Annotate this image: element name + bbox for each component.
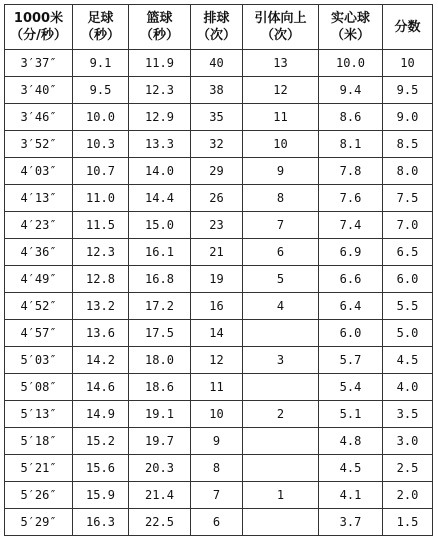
cell-pullups <box>243 455 319 482</box>
cell-basketball: 17.2 <box>129 293 191 320</box>
cell-football: 16.3 <box>73 509 129 536</box>
cell-basketball: 19.7 <box>129 428 191 455</box>
header-unit: （分/秒） <box>10 28 67 43</box>
cell-score: 9.5 <box>383 77 433 104</box>
header-label: 排球 <box>203 11 230 26</box>
cell-pullups: 5 <box>243 266 319 293</box>
cell-pullups: 1 <box>243 482 319 509</box>
table-row <box>5 482 433 509</box>
cell-time: 3′46″ <box>5 104 73 131</box>
cell-score: 3.0 <box>383 428 433 455</box>
cell-medicine-ball: 4.5 <box>319 455 383 482</box>
table-row <box>5 293 433 320</box>
cell-basketball: 18.6 <box>129 374 191 401</box>
cell-volleyball: 21 <box>191 239 243 266</box>
cell-football: 13.6 <box>73 320 129 347</box>
cell-time: 5′21″ <box>5 455 73 482</box>
header-score <box>383 5 433 50</box>
cell-basketball: 17.5 <box>129 320 191 347</box>
header-unit: （秒） <box>80 28 120 43</box>
cell-basketball: 12.9 <box>129 104 191 131</box>
table-header <box>5 5 433 50</box>
header-volleyball <box>191 5 243 50</box>
cell-football: 10.7 <box>73 158 129 185</box>
cell-football: 9.5 <box>73 77 129 104</box>
cell-football: 12.8 <box>73 266 129 293</box>
table-row <box>5 77 433 104</box>
cell-basketball: 14.4 <box>129 185 191 212</box>
header-time <box>5 5 73 50</box>
table-row <box>5 266 433 293</box>
cell-score: 7.0 <box>383 212 433 239</box>
header-unit: （米） <box>330 28 370 43</box>
cell-pullups: 13 <box>243 50 319 77</box>
cell-medicine-ball: 6.9 <box>319 239 383 266</box>
cell-time: 4′49″ <box>5 266 73 293</box>
cell-medicine-ball: 6.6 <box>319 266 383 293</box>
cell-football: 15.6 <box>73 455 129 482</box>
cell-volleyball: 38 <box>191 77 243 104</box>
cell-pullups: 10 <box>243 131 319 158</box>
cell-football: 15.9 <box>73 482 129 509</box>
cell-medicine-ball: 5.4 <box>319 374 383 401</box>
cell-pullups <box>243 320 319 347</box>
cell-time: 5′08″ <box>5 374 73 401</box>
cell-score: 5.0 <box>383 320 433 347</box>
header-unit: （秒） <box>139 28 179 43</box>
cell-volleyball: 29 <box>191 158 243 185</box>
table-row <box>5 239 433 266</box>
header-basketball <box>129 5 191 50</box>
header-label: 足球 <box>87 11 114 26</box>
cell-volleyball: 32 <box>191 131 243 158</box>
cell-time: 5′13″ <box>5 401 73 428</box>
cell-football: 10.0 <box>73 104 129 131</box>
cell-football: 14.2 <box>73 347 129 374</box>
header-football <box>73 5 129 50</box>
header-unit: （次） <box>260 28 300 43</box>
table-row <box>5 428 433 455</box>
cell-volleyball: 11 <box>191 374 243 401</box>
cell-medicine-ball: 5.7 <box>319 347 383 374</box>
cell-football: 15.2 <box>73 428 129 455</box>
cell-volleyball: 8 <box>191 455 243 482</box>
cell-pullups: 2 <box>243 401 319 428</box>
table-row <box>5 104 433 131</box>
cell-basketball: 20.3 <box>129 455 191 482</box>
cell-score: 1.5 <box>383 509 433 536</box>
table-row <box>5 50 433 77</box>
cell-score: 9.0 <box>383 104 433 131</box>
cell-basketball: 12.3 <box>129 77 191 104</box>
cell-basketball: 21.4 <box>129 482 191 509</box>
header-label: 分数 <box>394 19 421 35</box>
cell-score: 10 <box>383 50 433 77</box>
cell-time: 3′52″ <box>5 131 73 158</box>
table-row <box>5 374 433 401</box>
cell-time: 4′36″ <box>5 239 73 266</box>
cell-medicine-ball: 7.4 <box>319 212 383 239</box>
cell-football: 14.9 <box>73 401 129 428</box>
cell-football: 12.3 <box>73 239 129 266</box>
cell-time: 4′13″ <box>5 185 73 212</box>
cell-football: 10.3 <box>73 131 129 158</box>
table-body <box>5 50 433 536</box>
cell-basketball: 22.5 <box>129 509 191 536</box>
cell-basketball: 13.3 <box>129 131 191 158</box>
table-row <box>5 131 433 158</box>
cell-volleyball: 19 <box>191 266 243 293</box>
cell-score: 3.5 <box>383 401 433 428</box>
cell-time: 4′23″ <box>5 212 73 239</box>
cell-time: 4′52″ <box>5 293 73 320</box>
cell-pullups: 3 <box>243 347 319 374</box>
cell-score: 2.0 <box>383 482 433 509</box>
cell-score: 7.5 <box>383 185 433 212</box>
cell-volleyball: 6 <box>191 509 243 536</box>
cell-time: 5′03″ <box>5 347 73 374</box>
cell-medicine-ball: 6.4 <box>319 293 383 320</box>
cell-basketball: 18.0 <box>129 347 191 374</box>
cell-score: 2.5 <box>383 455 433 482</box>
cell-score: 6.5 <box>383 239 433 266</box>
table-row <box>5 347 433 374</box>
table-row <box>5 212 433 239</box>
header-label: 1000米 <box>13 11 64 26</box>
cell-pullups: 8 <box>243 185 319 212</box>
cell-football: 11.0 <box>73 185 129 212</box>
table-row <box>5 320 433 347</box>
cell-time: 5′29″ <box>5 509 73 536</box>
cell-basketball: 16.1 <box>129 239 191 266</box>
cell-medicine-ball: 8.6 <box>319 104 383 131</box>
cell-time: 4′57″ <box>5 320 73 347</box>
header-unit: （次） <box>196 28 236 43</box>
table-row <box>5 455 433 482</box>
score-table <box>4 4 433 536</box>
cell-volleyball: 40 <box>191 50 243 77</box>
header-label: 实心球 <box>330 11 370 26</box>
cell-pullups: 4 <box>243 293 319 320</box>
cell-score: 8.0 <box>383 158 433 185</box>
header-medicine-ball <box>319 5 383 50</box>
cell-medicine-ball: 7.8 <box>319 158 383 185</box>
cell-pullups <box>243 509 319 536</box>
cell-time: 3′40″ <box>5 77 73 104</box>
table-row <box>5 401 433 428</box>
table-row <box>5 158 433 185</box>
cell-pullups: 12 <box>243 77 319 104</box>
cell-volleyball: 16 <box>191 293 243 320</box>
cell-pullups: 7 <box>243 212 319 239</box>
cell-volleyball: 7 <box>191 482 243 509</box>
cell-time: 5′26″ <box>5 482 73 509</box>
cell-medicine-ball: 6.0 <box>319 320 383 347</box>
cell-volleyball: 26 <box>191 185 243 212</box>
cell-pullups: 11 <box>243 104 319 131</box>
cell-score: 4.5 <box>383 347 433 374</box>
cell-basketball: 14.0 <box>129 158 191 185</box>
cell-medicine-ball: 3.7 <box>319 509 383 536</box>
cell-score: 8.5 <box>383 131 433 158</box>
cell-pullups <box>243 374 319 401</box>
table-row <box>5 509 433 536</box>
cell-football: 14.6 <box>73 374 129 401</box>
cell-medicine-ball: 9.4 <box>319 77 383 104</box>
cell-pullups: 9 <box>243 158 319 185</box>
cell-time: 5′18″ <box>5 428 73 455</box>
cell-medicine-ball: 4.1 <box>319 482 383 509</box>
cell-medicine-ball: 5.1 <box>319 401 383 428</box>
cell-time: 4′03″ <box>5 158 73 185</box>
table-row <box>5 185 433 212</box>
cell-volleyball: 12 <box>191 347 243 374</box>
cell-volleyball: 23 <box>191 212 243 239</box>
cell-basketball: 11.9 <box>129 50 191 77</box>
cell-basketball: 16.8 <box>129 266 191 293</box>
cell-basketball: 15.0 <box>129 212 191 239</box>
cell-score: 5.5 <box>383 293 433 320</box>
cell-medicine-ball: 10.0 <box>319 50 383 77</box>
cell-football: 9.1 <box>73 50 129 77</box>
cell-medicine-ball: 7.6 <box>319 185 383 212</box>
header-label: 篮球 <box>146 11 173 26</box>
cell-pullups: 6 <box>243 239 319 266</box>
cell-score: 4.0 <box>383 374 433 401</box>
cell-basketball: 19.1 <box>129 401 191 428</box>
cell-medicine-ball: 8.1 <box>319 131 383 158</box>
cell-pullups <box>243 428 319 455</box>
header-row <box>5 5 433 50</box>
cell-score: 6.0 <box>383 266 433 293</box>
cell-time: 3′37″ <box>5 50 73 77</box>
header-label: 引体向上 <box>254 11 307 26</box>
header-pullups <box>243 5 319 50</box>
cell-volleyball: 35 <box>191 104 243 131</box>
cell-medicine-ball: 4.8 <box>319 428 383 455</box>
cell-football: 11.5 <box>73 212 129 239</box>
cell-volleyball: 14 <box>191 320 243 347</box>
cell-volleyball: 10 <box>191 401 243 428</box>
cell-football: 13.2 <box>73 293 129 320</box>
cell-volleyball: 9 <box>191 428 243 455</box>
